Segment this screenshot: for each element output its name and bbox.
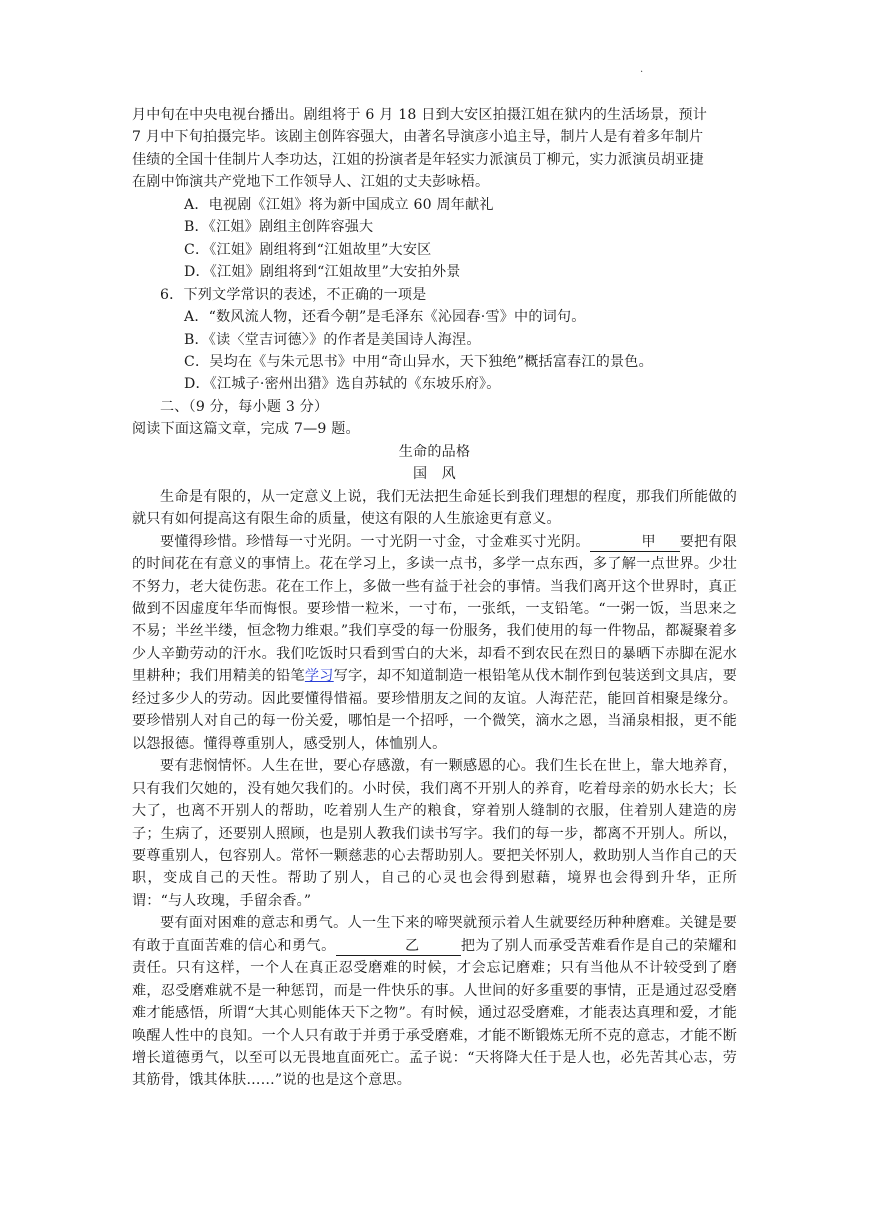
- passage-line: 月中旬在中央电视台播出。剧组将于 6 月 18 日到大安区拍摄江姐在狱内的生活场景，预计: [132, 107, 708, 123]
- passage-line: 在剧中饰演共产党地下工作领导人、江姐的丈夫彭咏梧。: [132, 174, 490, 191]
- paragraph-text: 要把有限的时间花在有意义的事情上。花在学习上，多读一点书，多学一点东西，多了解一点世界。少壮不努力，老大徒伤悲。花在工作上，多做一些有益于社会的事情。当我们离开这个世界时，真正做到不因虚度年华而悔恨。要珍惜一粒米，一寸布，一张纸，一支铅笔。“一粥一饭，当思来之不易；半丝半缕，恒念物力维艰。”我们享受的每一份服务，我们使用的每一件物品，都凝聚着多少人辛勤劳动的汗水。我们吃饭时只看到雪白的大米，却看不到农民在烈日的暴晒下赤脚在泥水里耕种；我们用精美的铅笔: [132, 533, 737, 685]
- article-paragraph: [132, 531, 737, 756]
- q5-option-c: C．《江姐》剧组将到“江姐故里”大安区: [184, 241, 432, 258]
- header-dot: .: [640, 64, 644, 75]
- article-author: 国 风: [413, 466, 456, 483]
- blank-yi: 乙: [336, 937, 461, 956]
- blank-jia: 甲: [590, 533, 680, 552]
- q6-option-b: B．《读〈堂吉诃德〉》的作者是美国诗人海涅。: [184, 331, 481, 348]
- article-paragraph: [132, 912, 737, 1092]
- paragraph-text: 写字，却不知道制造一根铅笔从伐木制作到包装送到文具店，要经过多少人的劳动。因此要懂得惜福。要珍惜朋友之间的友谊。人海茫茫，能回首相聚是缘分。要珍惜别人对自己的每一份关爱，哪怕是一个招呼，一个微笑，滴水之恩，当涌泉相报，更不能以怨报德。懂得尊重别人，感受别人，体恤别人。: [132, 668, 737, 752]
- q6-option-a: A．“数风流人物，还看今朝”是毛泽东《沁园春·雪》中的词句。: [184, 309, 586, 326]
- article-paragraph: 要有悲悯情怀。人生在世，要心存感激，有一颗感恩的心。我们生长在世上，靠大地养育，只有我们欠她的，没有她欠我们的。小时侯，我们离不开别人的养育，吃着母亲的奶水长大；长大了，也离不开别人的帮助，吃着别人生产的粮食，穿着别人缝制的衣服，住着别人建造的房子；生病了，还要别人照顾，也是别人教我们读书写字。我们的每一步，都离不开别人。所以，要尊重别人，包容别人。常怀一颗慈悲的心去帮助别人。要把关怀别人，救助别人当作自己的天职，变成自己的天性。帮助了别人，自己的心灵也会得到慰藉，境界也会得到升华，正所谓：“与人玫瑰，手留余香。”: [132, 758, 737, 909]
- q5-option-a: A．电视剧《江姐》将为新中国成立 60 周年献礼: [184, 196, 494, 213]
- passage-line: 7 月中下旬拍摄完毕。该剧主创阵容强大，由著名导演彦小追主导，制片人是有着多年制片: [132, 129, 704, 146]
- paragraph-text: 把为了别人而承受苦难看作是自己的荣耀和责任。只有这样，一个人在真正忍受磨难的时候，才会忘记磨难；只有当他从不计较受到了磨难，忍受磨难就不是一种惩罚，而是一件快乐的事。人世间的好多重要的事情，正是通过忍受磨难才能感悟，所谓“大其心则能体天下之物”。有时候，通过忍受磨难，才能表达真理和爱，才能唤醒人性中的良知。一个人只有敢于并勇于承受磨难，才能不断锻炼无所不克的意志，才能不断增长道德勇气，以至可以无畏地直面死亡。孟子说：“天将降大任于是人也，必先苦其心志，劳其筋骨，饿其体肤……”说的也是这个意思。: [132, 937, 737, 1089]
- paragraph-text: 要有面对困难的意志和勇气。人一生下来的啼哭就预示着人生就要经历种种磨难。关键是要有敢于直面苦难的信心和勇气。: [132, 915, 737, 954]
- q5-option-b: B．《江姐》剧组主创阵容强大: [184, 219, 374, 236]
- section-instruction: 阅读下面这篇文章，完成 7—9 题。: [132, 421, 360, 438]
- passage-line: 佳绩的全国十佳制片人李功达，江姐的扮演者是年轻实力派演员丁柳元，实力派演员胡亚捷: [132, 151, 704, 168]
- paragraph-text: 要懂得珍惜。珍惜每一寸光阴。一寸光阴一寸金，寸金难买寸光阴。: [160, 533, 590, 550]
- q6-option-c: C．吴均在《与朱元思书》中用“奇山异水，天下独绝”概括富春江的景色。: [184, 353, 653, 370]
- section-heading: 二、（9 分，每小题 3 分）: [160, 398, 329, 415]
- q5-option-d: D．《江姐》剧组将到“江姐故里”大安拍外景: [184, 264, 461, 281]
- article-title: 生命的品格: [398, 443, 471, 460]
- q6-option-d: D．《江城子·密州出猎》选自苏轼的《东坡乐府》。: [184, 376, 501, 393]
- article-paragraph: 生命是有限的，从一定意义上说，我们无法把生命延长到我们理想的程度，那我们所能做的就只有如何提高这有限生命的质量，使这有限的人生旅途更有意义。: [132, 488, 737, 528]
- document-body: [132, 104, 737, 1092]
- study-link[interactable]: 学习: [304, 668, 334, 685]
- q6-stem: 6．下列文学常识的表述，不正确的一项是: [160, 286, 427, 303]
